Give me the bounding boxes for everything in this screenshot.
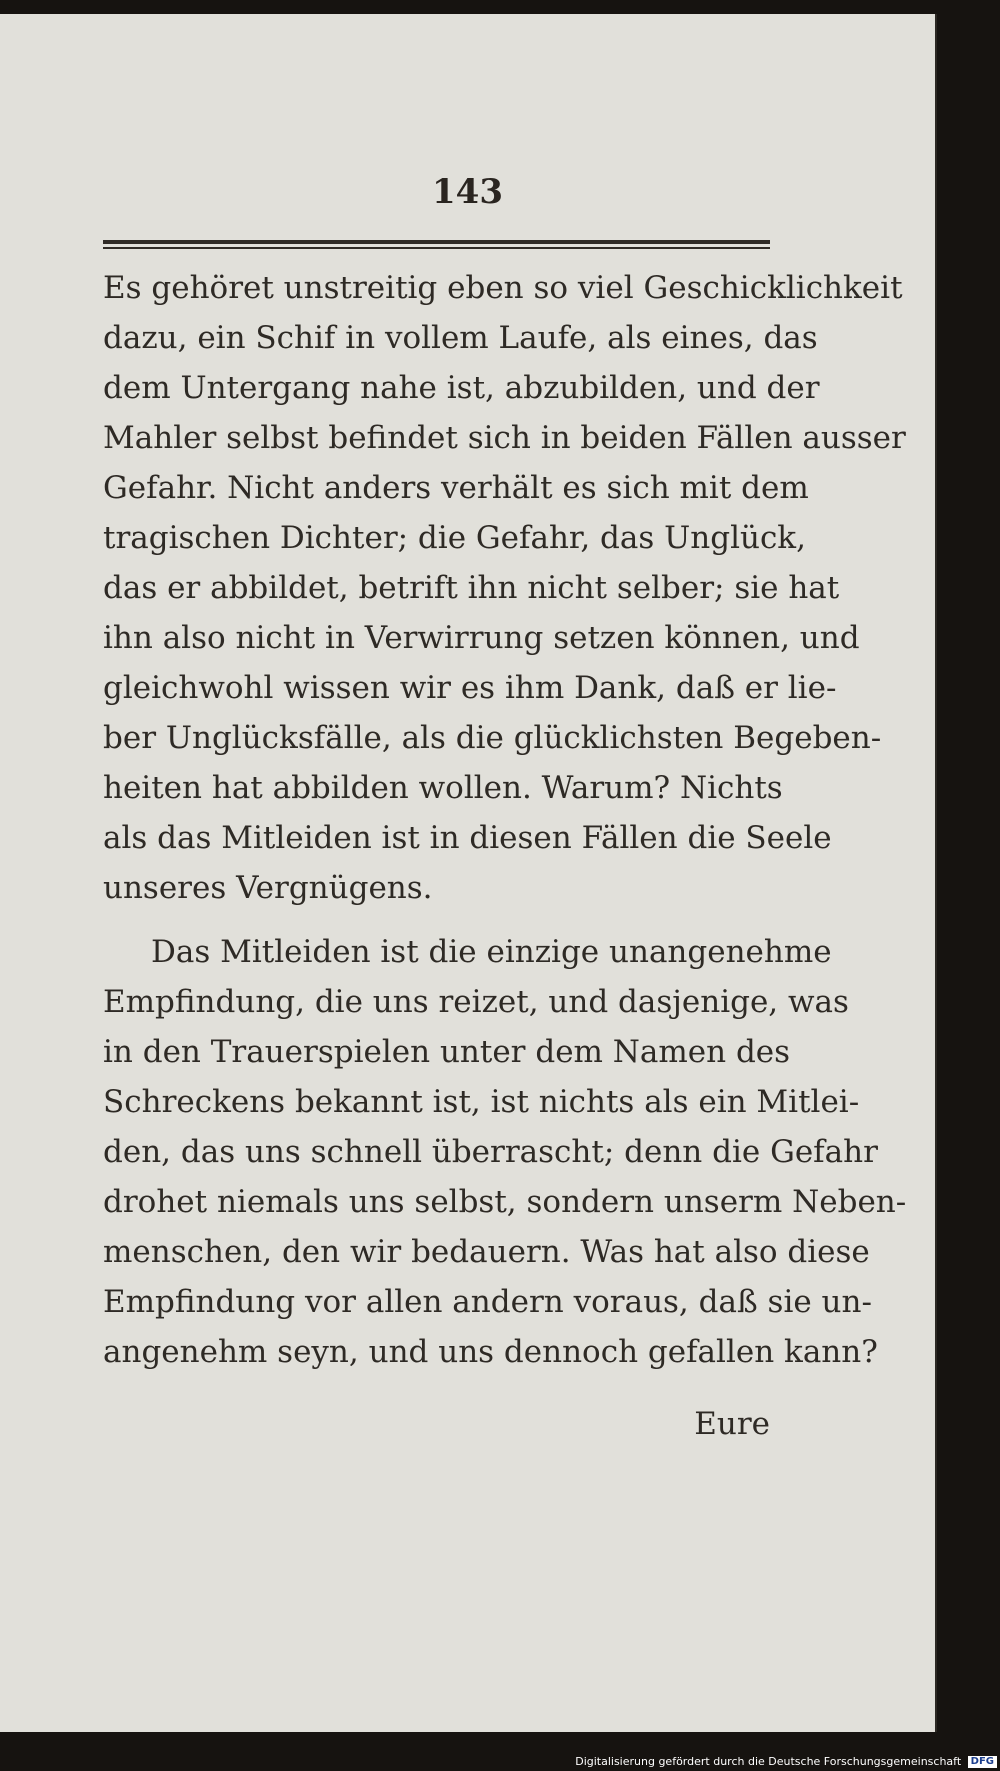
text-line: gleichwohl wissen wir es ihm Dank, daß er lie- (103, 670, 837, 706)
text-line: das er abbildet, betrift ihn nicht selber; sie hat (103, 570, 840, 606)
text-line: menschen, den wir bedauern. Was hat also diese (103, 1234, 870, 1270)
text-line: drohet niemals uns selbst, sondern unserm Neben- (103, 1184, 907, 1220)
text-line: dazu, ein Schif in vollem Laufe, als eines, das (103, 320, 818, 356)
catchword: Eure (694, 1406, 770, 1442)
text-line: in den Trauerspielen unter dem Namen des (103, 1034, 791, 1070)
digitization-credit (0, 1753, 997, 1771)
text-line: dem Untergang nahe ist, abzubilden, und der (103, 370, 820, 406)
text-line: heiten hat abbilden wollen. Warum? Nichts (103, 770, 783, 806)
text-line: Gefahr. Nicht anders verhält es sich mit dem (103, 470, 809, 506)
text-line: Mahler selbst befindet sich in beiden Fällen ausser (103, 420, 906, 456)
text-line: tragischen Dichter; die Gefahr, das Unglück, (103, 520, 806, 556)
paragraph-1 (103, 263, 906, 913)
text-line: Empfindung, die uns reizet, und dasjenige, was (103, 984, 849, 1020)
text-line: den, das uns schnell überrascht; denn die Gefahr (103, 1134, 878, 1170)
text-line: Das Mitleiden ist die einzige unangenehme (151, 934, 832, 970)
book-page (0, 14, 937, 1732)
text-line: ber Unglücksfälle, als die glücklichsten Begeben- (103, 720, 882, 756)
text-line: Empfindung vor allen andern voraus, daß sie un- (103, 1284, 872, 1320)
text-line: Schreckens bekannt ist, ist nichts als ein Mitlei- (103, 1084, 860, 1120)
text-line: als das Mitleiden ist in diesen Fällen die Seele (103, 820, 832, 856)
credit-text: Digitalisierung gefördert durch die Deutsche Forschungsgemeinschaft (575, 1755, 962, 1768)
text-line: unseres Vergnügens. (103, 870, 433, 906)
page-number: 143 (432, 172, 503, 212)
text-line: angenehm seyn, und uns dennoch gefallen kann? (103, 1334, 878, 1370)
text-line: ihn also nicht in Verwirrung setzen können, und (103, 620, 860, 656)
header-rule (103, 240, 770, 249)
paragraph-2 (103, 927, 907, 1377)
dfg-logo: DFG (968, 1756, 997, 1768)
text-line: Es gehöret unstreitig eben so viel Geschicklichkeit (103, 270, 903, 306)
